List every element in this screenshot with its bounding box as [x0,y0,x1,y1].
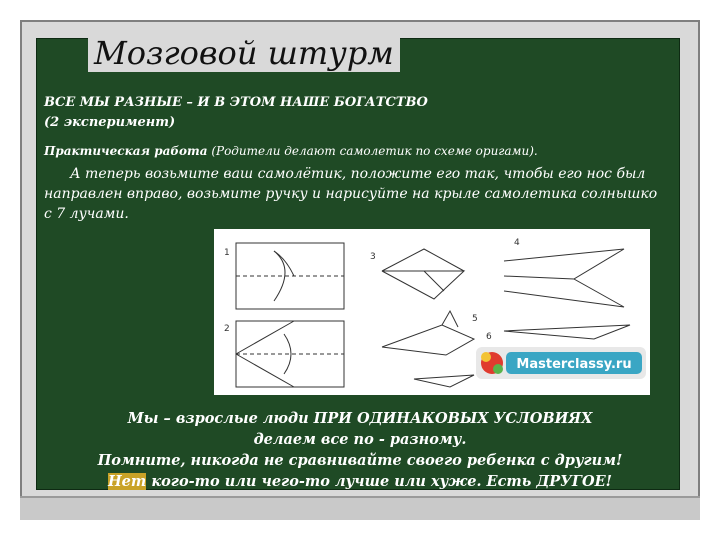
step6-plane [504,325,630,339]
conclusion-line-1: Мы – взрослые люди ПРИ ОДИНАКОВЫХ УСЛОВИЯХ [127,410,593,427]
step4-fold [504,276,574,279]
step4-plane [504,249,624,307]
origami-diagram [214,229,650,395]
masterclassy-logo [476,347,646,379]
step-number-6: 6 [486,332,492,342]
step5-plane [382,325,474,355]
frame-bottom-bar [20,496,700,520]
highlighted-word: Нет [107,473,147,490]
heading-line: ВСЕ МЫ РАЗНЫЕ – И В ЭТОМ НАШЕ БОГАТСТВО [44,95,428,110]
instruction-paragraph [44,164,664,224]
step-number-4: 4 [514,238,520,248]
logo-text: Masterclassy.ru [516,357,632,372]
step1-arrow [274,251,294,276]
conclusion-line-3: Помните, никогда не сравнивайте своего ребенка с другим! [97,452,623,469]
practical-label: Практическая работа [44,144,208,158]
practical-note: (Родители делают самолетик по схеме оригами). [211,144,538,158]
step5-tip [442,311,458,327]
step-number-3: 3 [370,252,376,262]
step3-fold [424,271,444,291]
experiment-label: (2 эксперимент) [44,115,176,130]
practical-work [44,144,538,158]
conclusion-line-4 [44,471,676,492]
origami-steps-svg [214,229,650,395]
step3-body [382,271,464,299]
conclusion-line-4-text: кого-то или чего-то лучше или хуже. Есть ДРУГОЕ! [146,473,612,490]
conclusion-line-2: делаем все по - разному. [253,431,467,448]
step-number-1: 1 [224,248,230,258]
step-number-2: 2 [224,324,230,334]
instruction-text: А теперь возьмите ваш самолётик, положите его так, чтобы его нос был направлен вправо, возьмите ручку и нарисуйте на крыле самолетика солнышко с 7 лучами. [44,166,658,222]
step-number-5: 5 [472,314,478,324]
conclusion-block [44,408,676,492]
step3-top [382,249,464,271]
slide-title: Мозговой штурм [88,34,400,72]
small-plane [414,375,474,387]
